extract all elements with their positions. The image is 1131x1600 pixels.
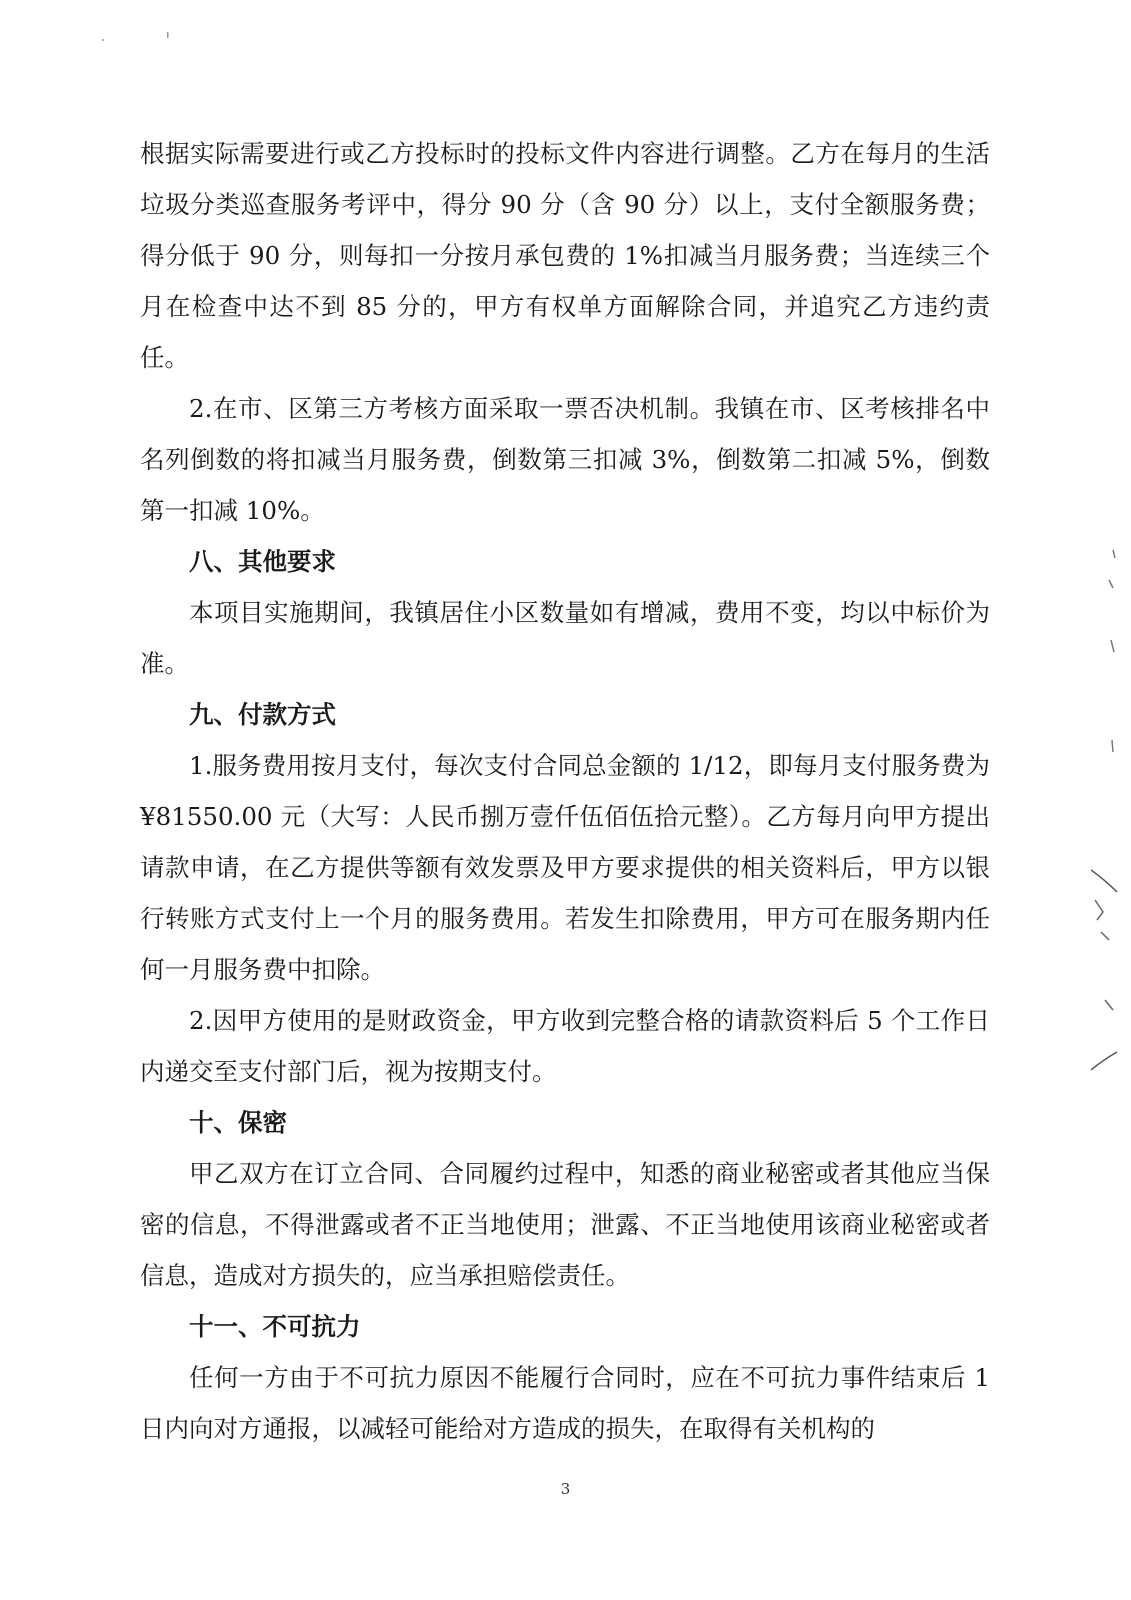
paragraph-6: 甲乙双方在订立合同、合同履约过程中，知悉的商业秘密或者其他应当保密的信息，不得泄露或者不正当地使用；泄露、不正当地使用该商业秘密或者信息，造成对方损失的，应当承担赔偿责任。 <box>140 1159 990 1290</box>
paragraph-2: 2.在市、区第三方考核方面采取一票否决机制。我镇在市、区考核排名中名列倒数的将扣减当月服务费，倒数第三扣减 3%，倒数第二扣减 5%，倒数第一扣减 10%。 <box>140 394 990 525</box>
page-number: 3 <box>560 1480 571 1498</box>
section-heading-9: 九、付款方式 <box>189 700 336 729</box>
section-heading-8: 八、其他要求 <box>189 547 336 576</box>
paragraph-5: 2.因甲方使用的是财政资金，甲方收到完整合格的请款资料后 5 个工作日内递交至支付部门后，视为按期支付。 <box>140 1006 990 1086</box>
document-body <box>140 128 990 1454</box>
scan-specks <box>95 28 185 48</box>
paragraph-3: 本项目实施期间，我镇居住小区数量如有增减，费用不变，均以中标价为准。 <box>140 598 990 678</box>
section-heading-10: 十、保密 <box>189 1108 287 1137</box>
paragraph-1: 根据实际需要进行或乙方投标时的投标文件内容进行调整。乙方在每月的生活垃圾分类巡查服务考评中，得分 90 分（含 90 分）以上，支付全额服务费；得分低于 90 分，则每扣一分按月承包费的 1%扣减当月服务费；当连续三个月在检查中达不到 85 分的，甲方有权单方面解除合同，并追究乙方违约责任。 <box>140 139 990 372</box>
paragraph-4: 1.服务费用按月支付，每次支付合同总金额的 1/12，即每月支付服务费为¥81550.00 元（大写：人民币捌万壹仟伍佰伍拾元整）。乙方每月向甲方提出请款申请，在乙方提供等额有效发票及甲方要求提供的相关资料后，甲方以银行转账方式支付上一个月的服务费用。若发生扣除费用，甲方可在服务期内任何一月服务费中扣除。 <box>140 751 990 984</box>
section-heading-11: 十一、不可抗力 <box>189 1312 361 1341</box>
seal-stamp-edge <box>1091 540 1119 1100</box>
paragraph-7: 任何一方由于不可抗力原因不能履行合同时，应在不可抗力事件结束后 1 日内向对方通报，以减轻可能给对方造成的损失，在取得有关机构的 <box>140 1363 990 1443</box>
